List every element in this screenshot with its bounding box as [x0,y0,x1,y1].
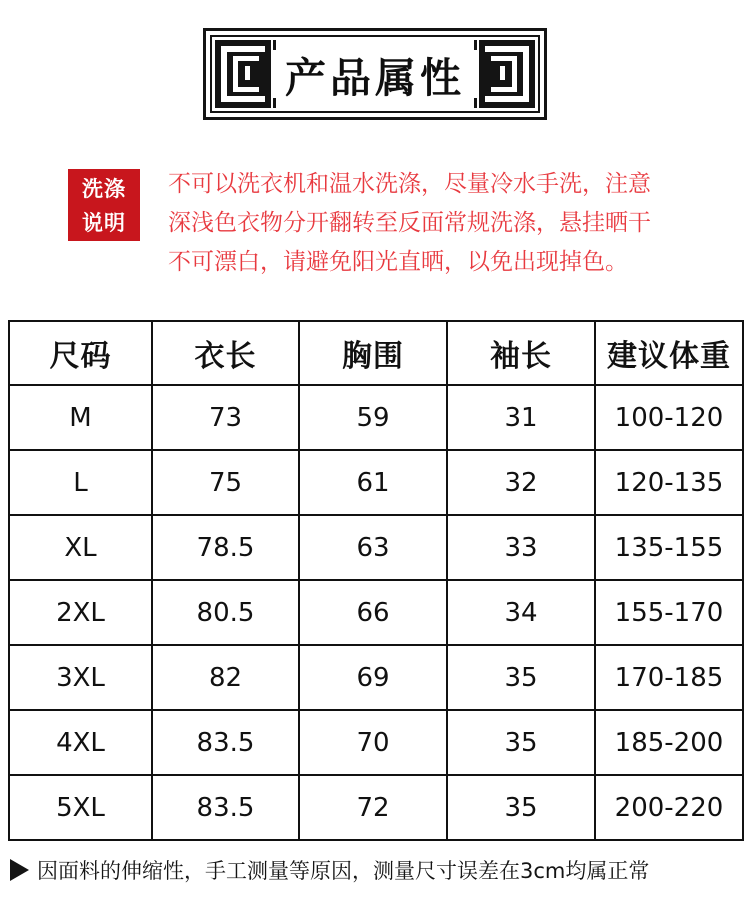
wash-care-line: 不可以洗衣机和温水洗涤，尽量冷水手洗，注意 [168,171,651,197]
column-header-bust: 胸围 [299,321,447,385]
wash-care-block [68,165,688,285]
table-row [9,645,743,710]
cell-bust: 72 [299,775,447,840]
cell-sleeve: 34 [447,580,595,645]
cell-length: 73 [152,385,299,450]
measurement-footnote [10,855,750,885]
footnote-text: 因面料的伸缩性，手工测量等原因，测量尺寸误差在3cm均属正常 [37,859,650,883]
table-row [9,450,743,515]
table-row [9,710,743,775]
size-chart-table [8,320,744,841]
cell-weight: 120-135 [595,450,743,515]
cell-bust: 70 [299,710,447,775]
cell-sleeve: 31 [447,385,595,450]
cell-length: 83.5 [152,775,299,840]
cell-weight: 155-170 [595,580,743,645]
cell-length: 75 [152,450,299,515]
cell-size: 2XL [9,580,152,645]
cell-length: 82 [152,645,299,710]
cell-weight: 200-220 [595,775,743,840]
cell-size: XL [9,515,152,580]
cell-bust: 66 [299,580,447,645]
table-row [9,385,743,450]
page-title: 产品属性 [285,53,465,102]
cell-size: 3XL [9,645,152,710]
cell-bust: 59 [299,385,447,450]
cell-weight: 135-155 [595,515,743,580]
table-row [9,515,743,580]
cell-sleeve: 35 [447,710,595,775]
cell-size: 5XL [9,775,152,840]
cell-sleeve: 33 [447,515,595,580]
table-row [9,775,743,840]
cell-bust: 69 [299,645,447,710]
column-header-length: 衣长 [152,321,299,385]
column-header-weight: 建议体重 [595,321,743,385]
table-row [9,580,743,645]
wash-care-tag-line-2: 说明 [82,211,126,235]
wash-care-text [168,165,688,282]
triangle-bullet-icon [10,859,29,881]
column-header-size: 尺码 [9,321,152,385]
cell-sleeve: 35 [447,775,595,840]
cell-size: M [9,385,152,450]
wash-care-line: 不可漂白，请避免阳光直晒，以免出现掉色。 [168,249,628,275]
cell-sleeve: 32 [447,450,595,515]
wash-care-line: 深浅色衣物分开翻转至反面常规洗涤，悬挂晒干 [168,210,651,236]
cell-length: 80.5 [152,580,299,645]
title-banner [203,28,547,120]
cell-size: 4XL [9,710,152,775]
cell-length: 78.5 [152,515,299,580]
cell-length: 83.5 [152,710,299,775]
cell-weight: 185-200 [595,710,743,775]
cell-sleeve: 35 [447,645,595,710]
wash-care-tag [68,169,140,241]
cell-weight: 170-185 [595,645,743,710]
cell-bust: 61 [299,450,447,515]
cell-size: L [9,450,152,515]
cell-bust: 63 [299,515,447,580]
table-header-row [9,321,743,385]
wash-care-tag-line-1: 洗涤 [82,177,126,201]
cell-weight: 100-120 [595,385,743,450]
column-header-sleeve: 袖长 [447,321,595,385]
